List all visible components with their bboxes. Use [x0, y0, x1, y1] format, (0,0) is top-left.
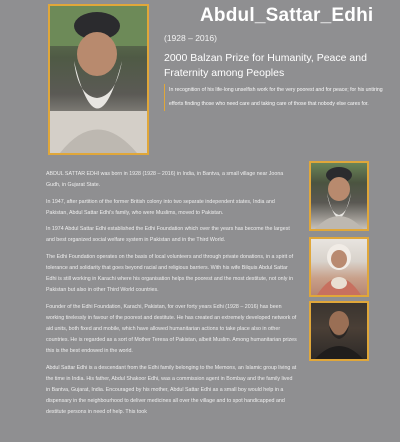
- side-photo-bilquis-edhi: [309, 237, 369, 297]
- side-photo-edhi: [309, 161, 369, 231]
- article-body: [46, 169, 297, 424]
- side-photo-illustration: [311, 303, 367, 359]
- side-photo-illustration: [311, 163, 367, 229]
- article-paragraph: In 1974 Abdul Sattar Edhi established the Edhi Foundation which over the years has become the largest and best organized social welfare system in Pakistan and in the Third World.: [46, 226, 290, 244]
- article-paragraph: ABDUL SATTAR EDHI was born in 1928 (1928 – 2016) in India, in Bantva, a small village near Joona Gudh, in Gujarat State.: [46, 171, 284, 189]
- article-paragraph: In 1947, after partition of the former British colony into two separate independent states, India and Pakistan, Abdul Sattar Edhi's family, who were Muslims, moved to Pakistan.: [46, 198, 275, 216]
- side-photo-illustration: [311, 239, 367, 295]
- side-photo-faisal-edhi: [309, 301, 369, 361]
- page-title: Abdul_Sattar_Edhi: [200, 5, 374, 26]
- article-paragraph: The Edhi Foundation operates on the basis of local volunteers and through private donations, in a spirit of tolerance and solidarity that goes beyond racial and religious barriers. With his wife Bilquis Abdul Sattar Edhi is still working in Karachi where his organisation helps the poorest and the most destitute, not only in Pakistan but also in other Third World countries.: [46, 254, 294, 294]
- hero-portrait-photo: [48, 4, 149, 155]
- life-years: (1928 – 2016): [164, 33, 217, 43]
- prize-citation: In recognition of his life-long unselfish work for the very poorest and for peace; for his untiring efforts finding those who need care and taking care of those that nobody else cares for.: [164, 84, 390, 111]
- article-paragraph: Founder of the Edhi Foundation, Karachi, Pakistan, for over forty years Edhi (1928 – 2016) has been working tirelessly in favour of the poorest and destitute. He has created an extremely developed network of aid units, both fixed and mobile, which have allowed humanitarian actions to take place also in other countries. He is regarded as a sort of Mother Teresa of Pakistan, albeit Muslim. Among humanitarian prizes this is the best endowed in the world.: [46, 303, 297, 355]
- portrait-illustration: [50, 6, 147, 153]
- prize-heading: 2000 Balzan Prize for Humanity, Peace and Fraternity among Peoples: [164, 52, 367, 79]
- article-paragraph: Abdul Sattar Edhi is a descendant from the Edhi family belonging to the Memons, an Islamic group living at the time in India. His father, Abdul Shakoor Edhi, was a commission agent in Bombay and the family lived in Bantva, Gujarat, India. Encouraged by his mother, Abdul Sattar Edhi as a small boy would help in a dispensary in the neighbourhood to deliver medicines all over the village and to spot handicapped and destitute persons in need of help. This took: [46, 364, 297, 416]
